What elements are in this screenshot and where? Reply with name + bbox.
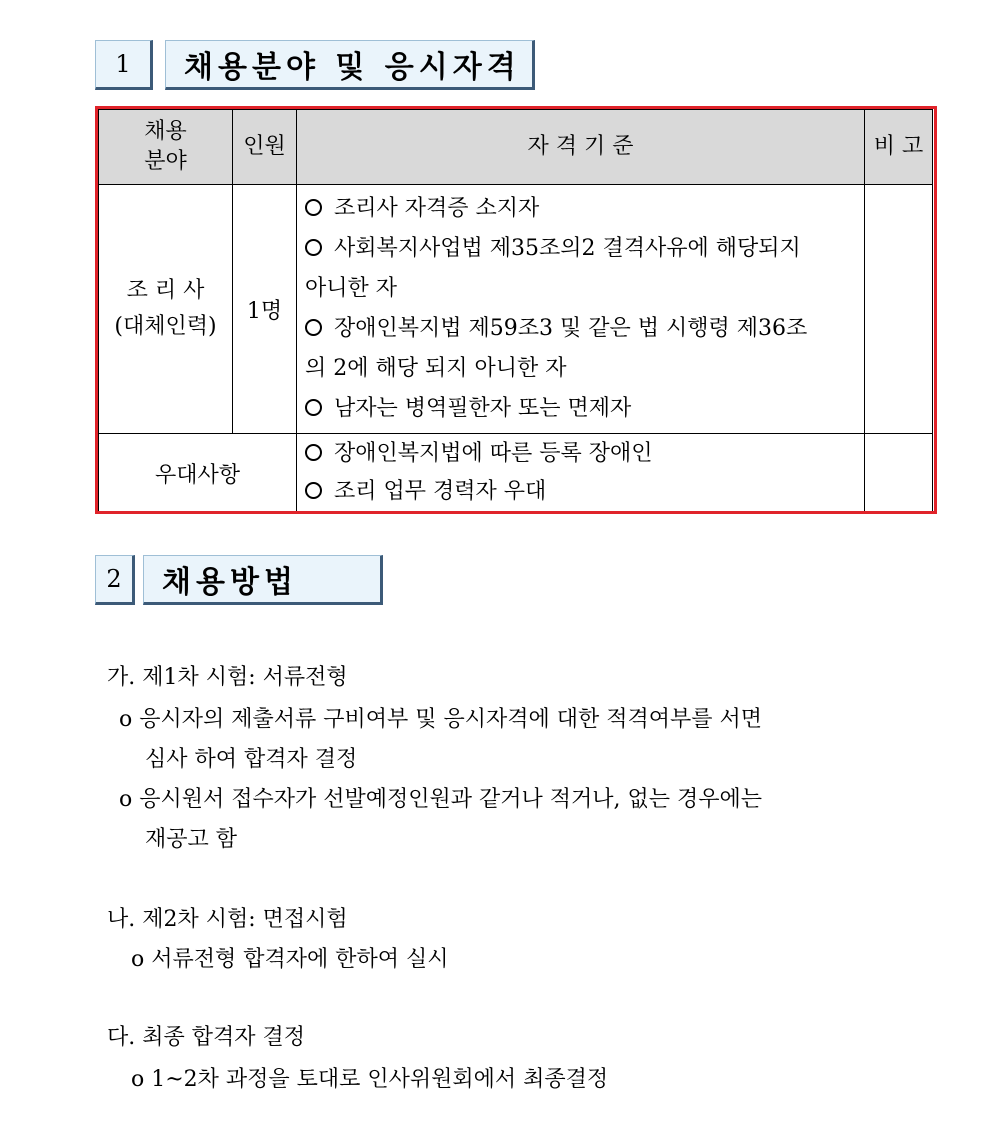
- header-note: 비 고: [865, 110, 933, 185]
- step-b-title: 나. 제2차 시험: 면접시험: [107, 907, 348, 932]
- section-1-number: 1: [95, 40, 153, 90]
- step-a-item1-line2: 심사 하여 합격자 결정: [145, 747, 358, 772]
- criteria-item: 남자는 병역필한자 또는 면제자: [305, 389, 860, 429]
- criteria-item-cont: 아니한 자: [305, 276, 398, 301]
- field-cook-type: (대체인력): [114, 314, 217, 339]
- highlight-frame: [95, 106, 937, 514]
- header-count: 인원: [233, 110, 297, 185]
- step-a-title: 가. 제1차 시험: 서류전형: [107, 665, 348, 690]
- step-a-item2-line2: 재공고 함: [145, 827, 238, 852]
- section-2-header: [95, 555, 385, 605]
- step-b-item1: o 서류전형 합격자에 한하여 실시: [131, 947, 449, 972]
- step-c-title: 다. 최종 합격자 결정: [107, 1025, 305, 1050]
- section-2-title: 채용방법: [143, 555, 383, 605]
- header-criteria: 자 격 기 준: [297, 110, 865, 185]
- criteria-item: 장애인복지법에 따른 등록 장애인: [305, 435, 860, 473]
- step-a-item1-line1: o 응시자의 제출서류 구비여부 및 응시자격에 대한 적격여부를 서면: [119, 707, 762, 732]
- count-cook: 1명: [233, 185, 297, 434]
- criteria-item: 조리사 자격증 소지자: [305, 189, 860, 229]
- field-preference: 우대사항: [99, 434, 297, 513]
- criteria-item-cont: 의 2에 해당 되지 아니한 자: [305, 356, 567, 381]
- criteria-item: 사회복지사업법 제35조의2 결격사유에 해당되지: [305, 229, 860, 269]
- step-a-item2-line1: o 응시원서 접수자가 선발예정인원과 같거나 적거나, 없는 경우에는: [119, 787, 762, 812]
- section-1-header: [95, 40, 535, 90]
- section-2-number: 2: [95, 555, 135, 605]
- criteria-item: 조리 업무 경력자 우대: [305, 473, 860, 511]
- section-1-title: 채용분야 및 응시자격: [165, 40, 535, 90]
- field-cook-name: 조 리 사: [126, 278, 205, 303]
- header-field-text: 채용 분야: [144, 119, 187, 174]
- criteria-item: 장애인복지법 제59조3 및 같은 법 시행령 제36조: [305, 309, 860, 349]
- step-c-item1: o 1~2차 과정을 토대로 인사위원회에서 최종결정: [131, 1067, 609, 1092]
